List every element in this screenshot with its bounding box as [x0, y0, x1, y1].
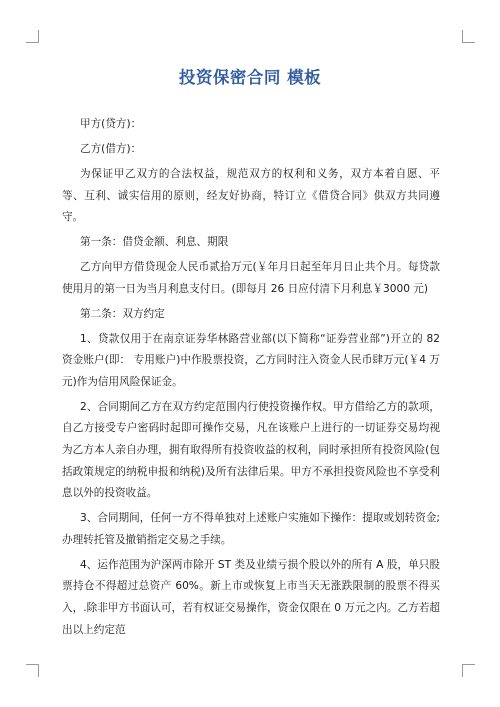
clause-1-paragraph: 1、贷款仅用于在南京证券华林路营业部(以下简称“证券营业部”)开立的 82 资金账户(即： 专用账户)中作股票投资，乙方同时注入资金人民币肆万元(￥4 万元)作为信用风险保证金。 — [62, 332, 440, 388]
clause-4-paragraph: 4、运作范围为沪深两市除开 ST 类及业绩亏损个股以外的所有 A 股，单只股票持仓不得超过总资产 60%。新上市或恢复上市当天无涨跌限制的股票不得买入，.除非甲方书面认可，若有权证交易操作，资金仅限在 0 万元之内。乙方若超出以上约定范 — [62, 558, 440, 636]
document-body — [62, 114, 440, 645]
corner-mark-top-left — [26, 30, 39, 43]
preamble-paragraph: 为保证甲乙双方的合法权益，规范双方的权利和义务，双方本着自愿、平等、互利、诚实信用的原则，经友好协商，特订立《借贷合同》供双方共同遵守。 — [62, 167, 440, 224]
clause-3-paragraph: 3、合同期间，任何一方不得单独对上述账户实施如下操作：提取或划转资金; 办理转托管及撤销指定交易之手续。 — [62, 512, 440, 546]
article-2-heading: 第二条：双方约定 — [80, 307, 165, 320]
corner-mark-bottom-left — [26, 664, 39, 677]
corner-mark-top-right — [462, 30, 475, 43]
party-b-line: 乙方(借方)： — [80, 142, 142, 155]
corner-mark-bottom-right — [462, 664, 475, 677]
party-a-line: 甲方(贷方)： — [80, 118, 142, 130]
document-title: 投资保密合同 模板 — [178, 68, 322, 87]
article-1-paragraph: 乙方向甲方借贷现金人民币贰拾万元(￥年月日起至年月日止共个月。每贷款使用月的第一日为当月利息支付日。(即每月 26 日应付清下月利息￥3000 元) — [62, 261, 440, 295]
clause-2-paragraph: 2、合同期间乙方在双方约定范围内行使投资操作权。甲方借给乙方的款项，自乙方接受专户密码时起即可操作交易，凡在该账户上进行的一切证券交易均视为乙方本人亲自办理，拥有取得所有投资收益的权利，同时承担所有投资风险(包括政策规定的纳税申报和纳税)及所有法律后果。甲方不承担投资风险也不享受利息以外的投资收益。 — [62, 400, 440, 500]
article-1-heading: 第一条：借贷金额、利息、期限 — [80, 236, 229, 249]
